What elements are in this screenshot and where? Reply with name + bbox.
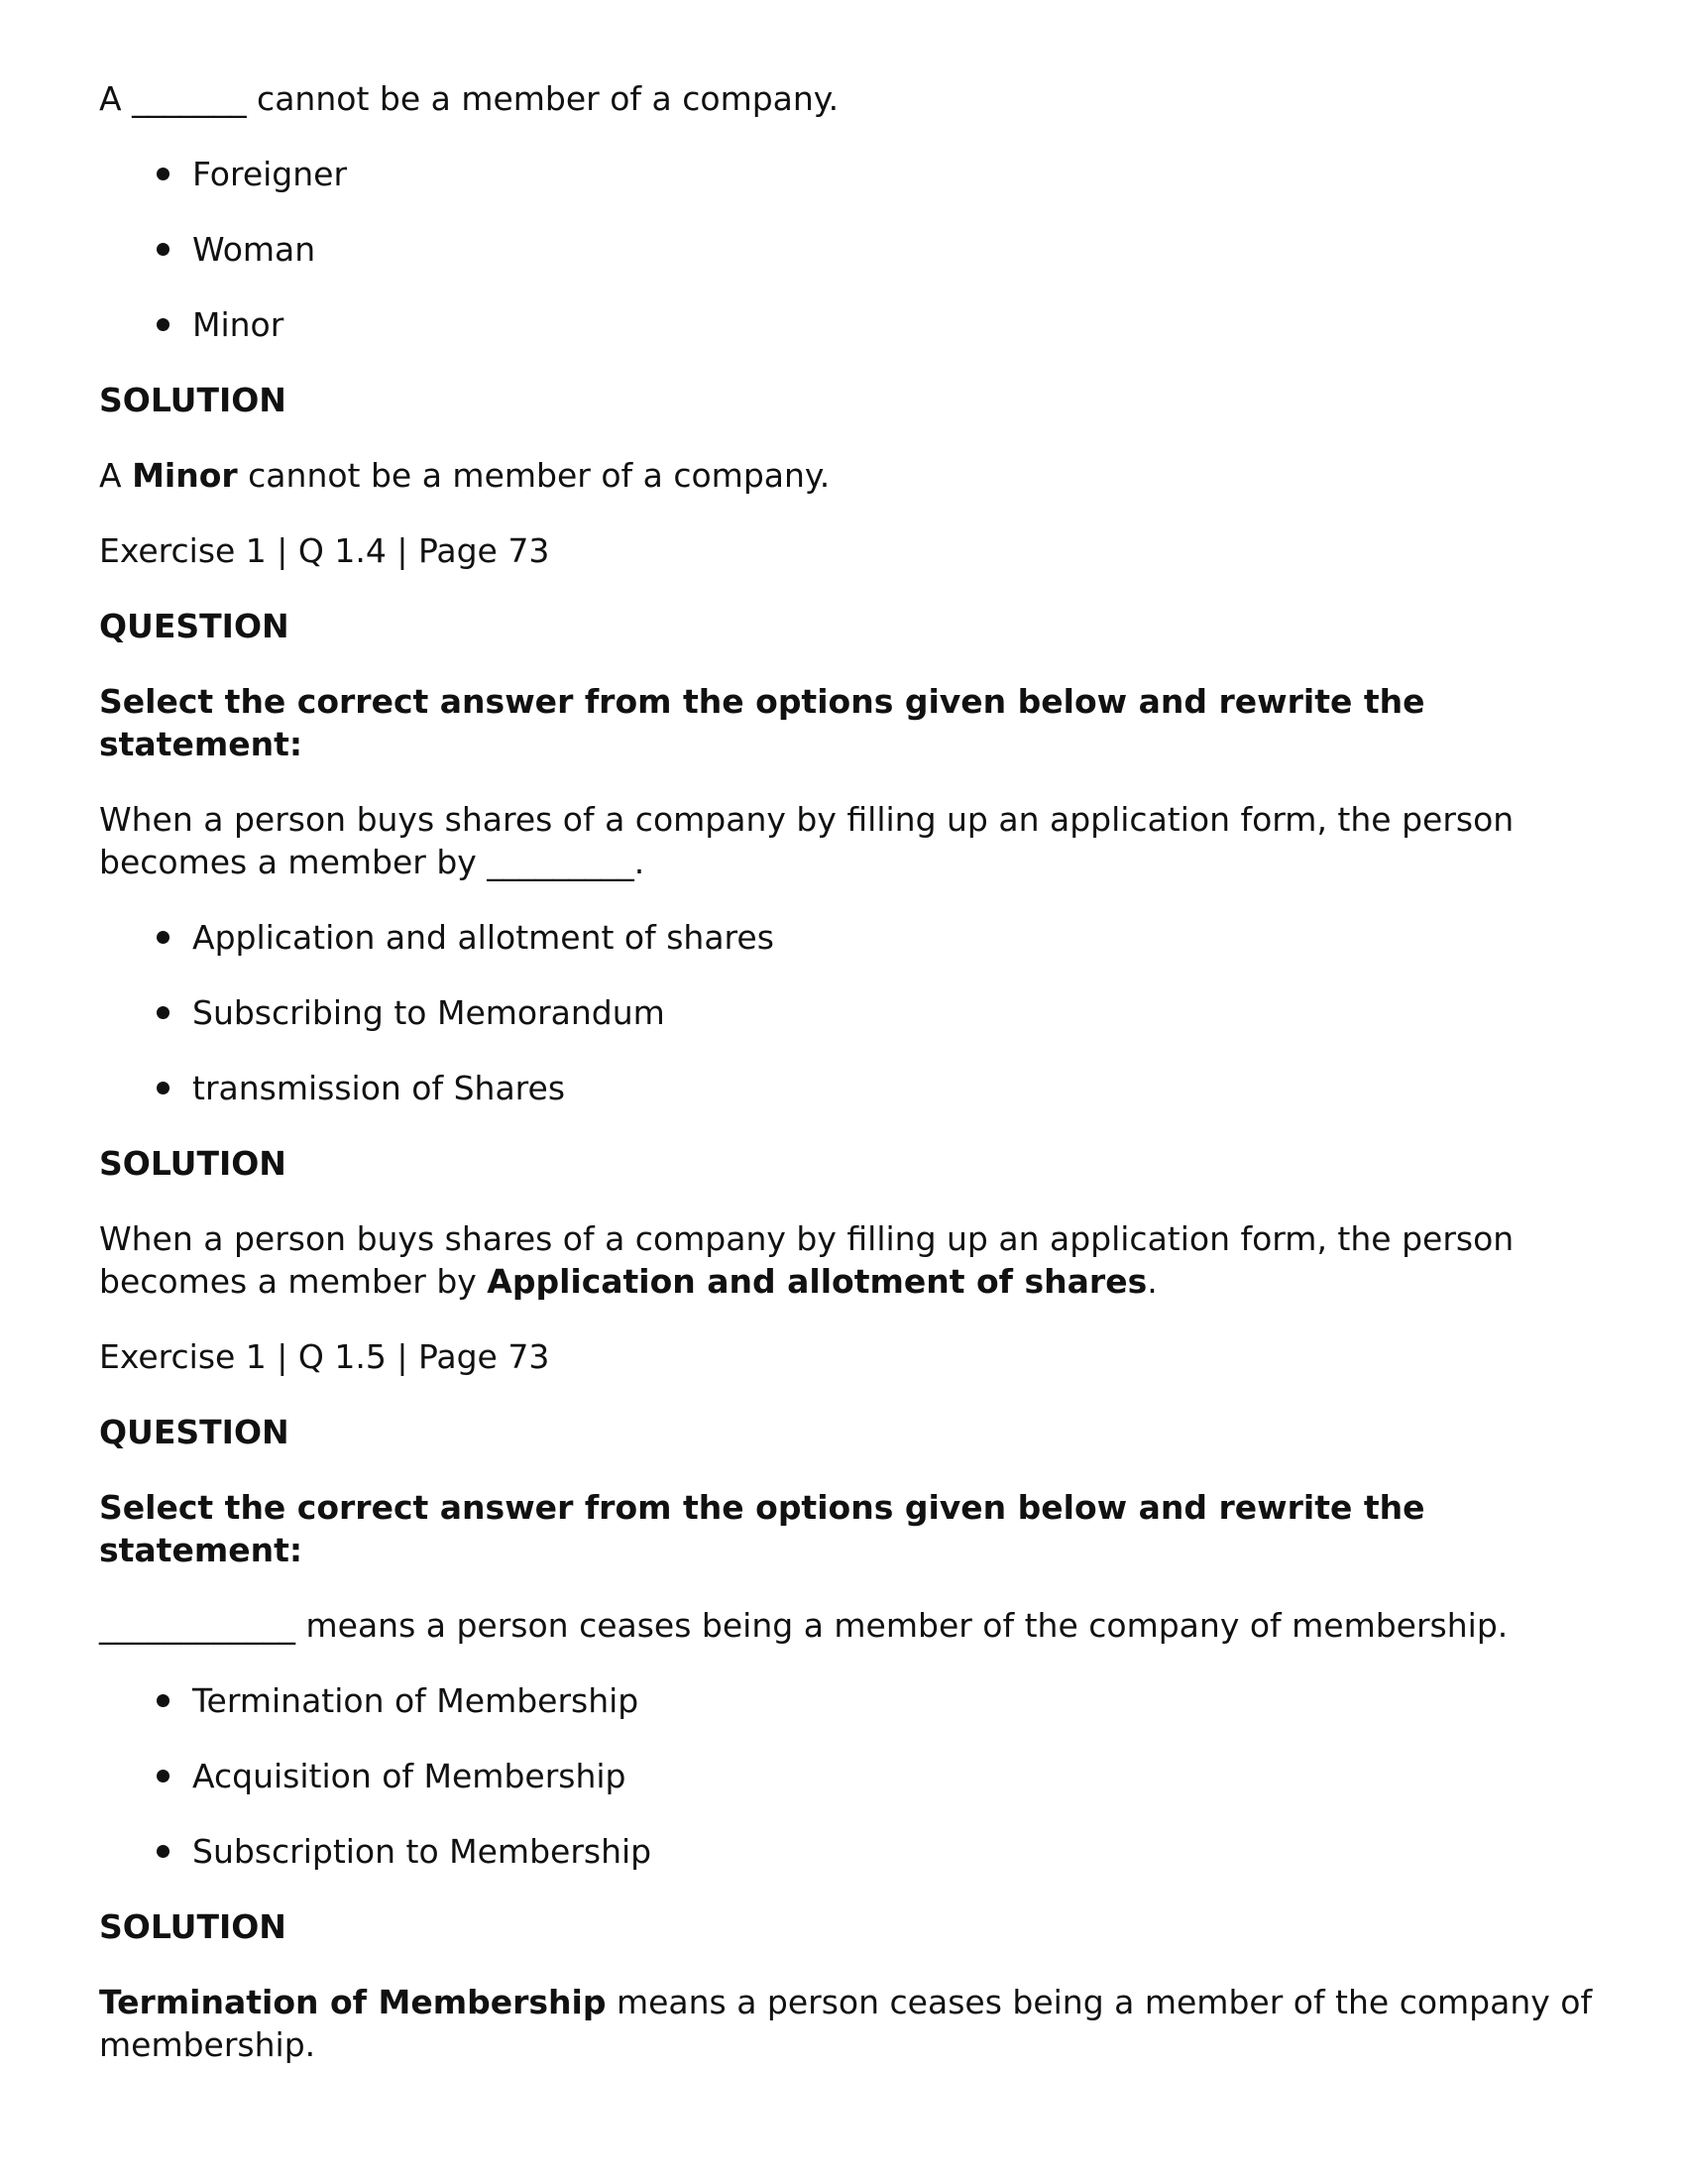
options-list bbox=[99, 916, 1606, 1109]
solution-text-pre: A bbox=[99, 456, 133, 495]
solution-text bbox=[99, 454, 1606, 497]
option-item: transmission of Shares bbox=[99, 1067, 1606, 1109]
options-list bbox=[99, 153, 1606, 346]
option-item: Subscription to Membership bbox=[99, 1830, 1606, 1873]
question-heading: QUESTION bbox=[99, 607, 289, 645]
solution-text bbox=[99, 1217, 1606, 1303]
solution-answer: Termination of Membership bbox=[99, 1983, 607, 2021]
solution-answer: Minor bbox=[132, 456, 238, 495]
options-list bbox=[99, 1679, 1606, 1873]
document-page bbox=[99, 77, 1606, 2099]
option-item: Minor bbox=[99, 303, 1606, 346]
question-heading: QUESTION bbox=[99, 1413, 289, 1451]
exercise-reference: Exercise 1 | Q 1.4 | Page 73 bbox=[99, 531, 550, 570]
solution-text-post: means a person ceases being a member of the company of membership. bbox=[99, 1983, 1593, 2064]
solution-text bbox=[99, 1981, 1606, 2066]
option-item: Acquisition of Membership bbox=[99, 1755, 1606, 1797]
solution-heading: SOLUTION bbox=[99, 381, 286, 419]
question-block-1-3 bbox=[99, 77, 1606, 497]
solution-heading: SOLUTION bbox=[99, 1907, 286, 1946]
solution-text-post: . bbox=[1147, 1262, 1158, 1301]
option-item: Subscribing to Memorandum bbox=[99, 991, 1606, 1034]
solution-heading: SOLUTION bbox=[99, 1144, 286, 1183]
question-block-1-4 bbox=[99, 529, 1606, 1303]
question-text: When a person buys shares of a company by filling up an application form, the person becomes a member by _________. bbox=[99, 800, 1515, 881]
question-instruction: Select the correct answer from the options given below and rewrite the statement: bbox=[99, 682, 1425, 763]
option-item: Foreigner bbox=[99, 153, 1606, 195]
exercise-reference: Exercise 1 | Q 1.5 | Page 73 bbox=[99, 1337, 550, 1376]
solution-text-pre: When a person buys shares of a company by filling up an application form, the person becomes a member by bbox=[99, 1219, 1515, 1301]
solution-text-post: cannot be a member of a company. bbox=[237, 456, 831, 495]
question-text: A _______ cannot be a member of a company. bbox=[99, 79, 840, 118]
question-text: ____________ means a person ceases being a member of the company of membership. bbox=[99, 1606, 1509, 1645]
option-item: Termination of Membership bbox=[99, 1679, 1606, 1722]
question-instruction: Select the correct answer from the options given below and rewrite the statement: bbox=[99, 1488, 1425, 1569]
solution-answer: Application and allotment of shares bbox=[487, 1262, 1148, 1301]
question-block-1-5 bbox=[99, 1335, 1606, 2066]
option-item: Application and allotment of shares bbox=[99, 916, 1606, 959]
option-item: Woman bbox=[99, 228, 1606, 271]
